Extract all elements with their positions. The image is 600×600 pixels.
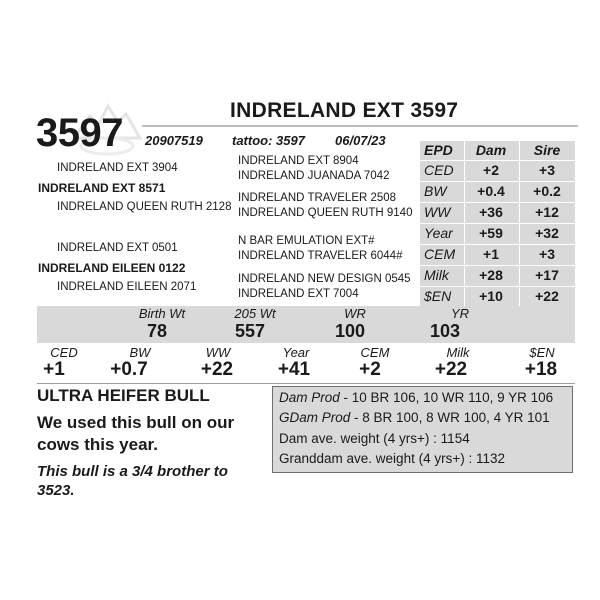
epd-dam-value: +0.4: [477, 183, 505, 199]
epd-row-en: [420, 287, 575, 307]
birth-date: 06/07/23: [335, 133, 386, 148]
epd-sire-value: +3: [539, 246, 555, 262]
epd-row-cem: [420, 245, 575, 265]
calf-epd-value-bw: +0.7: [110, 359, 148, 380]
perf-value-yr: 103: [429, 321, 461, 341]
calf-epd-value-year: +41: [277, 359, 311, 380]
epd-dam-value: +36: [479, 204, 503, 220]
calf-epd-rule: [37, 383, 575, 384]
epd-dam-value: +2: [483, 162, 499, 178]
epd-dam-value: +59: [479, 225, 503, 241]
dam-production-label: Dam Prod: [279, 390, 340, 405]
epd-row-label: CEM: [424, 246, 456, 262]
calf-epd-label-year: Year: [282, 345, 310, 360]
epd-table: [420, 141, 575, 306]
pedigree-dam-sire: INDRELAND EXT 0501: [57, 242, 178, 254]
epd-dam-value: +28: [479, 267, 503, 283]
epd-row-bw: [420, 182, 575, 202]
epd-row-label: WW: [424, 204, 451, 220]
calf-epd-value-en: +18: [524, 359, 558, 380]
dam-average-weight: Dam ave. weight (4 yrs+) : 1154: [279, 431, 470, 446]
calf-epd-label-cem: CEM: [360, 345, 390, 360]
pedigree-dd-sire: INDRELAND NEW DESIGN 0545: [238, 273, 411, 285]
pedigree-ds-sire: N BAR EMULATION EXT#: [238, 235, 375, 247]
dam-production-value: - 10 BR 106, 10 WR 110, 9 YR 106: [339, 390, 554, 405]
granddam-production-label: GDam Prod: [279, 410, 351, 425]
epd-row-year: [420, 224, 575, 244]
calf-epd-value-cem: +2: [359, 359, 381, 380]
perf-value-wr: 100: [334, 321, 366, 341]
epd-dam-value: +10: [479, 288, 503, 304]
epd-row-label: Milk: [424, 267, 449, 283]
epd-sire-value: +17: [535, 267, 559, 283]
perf-value-birth-wt: 78: [146, 321, 168, 341]
epd-row-label: Year: [424, 225, 453, 241]
calf-epd-value-ced: +1: [43, 359, 65, 380]
pedigree-dam: INDRELAND EILEEN 0122: [38, 261, 186, 275]
epd-sire-value: +3: [539, 162, 555, 178]
pedigree-dd-dam: INDRELAND EXT 7004: [238, 288, 359, 300]
animal-title: INDRELAND EXT 3597: [230, 99, 459, 122]
calf-epd-value-milk: +22: [434, 359, 468, 380]
epd-row-milk: [420, 266, 575, 286]
calf-epd-value-ww: +22: [200, 359, 234, 380]
title-rule: [142, 125, 578, 127]
epd-sire-value: +0.2: [533, 183, 561, 199]
calf-epd-label-en: $EN: [529, 345, 555, 360]
perf-label-wr: WR: [344, 306, 366, 321]
perf-label-205-wt: 205 Wt: [234, 306, 276, 321]
calf-epd-label-ww: WW: [205, 345, 231, 360]
epd-sire-value: +22: [535, 288, 559, 304]
headline: ULTRA HEIFER BULL: [37, 386, 210, 405]
epd-row-ced: [420, 161, 575, 181]
epd-row-ww: [420, 203, 575, 223]
calf-epd-label-milk: Milk: [446, 345, 470, 360]
pedigree-sire: INDRELAND EXT 8571: [38, 181, 166, 195]
lot-number: 3597: [36, 111, 123, 155]
performance-strip: [37, 306, 575, 343]
description: We used this bull on our cows this year.: [37, 413, 235, 454]
pedigree-ss-dam: INDRELAND JUANADA 7042: [238, 170, 390, 182]
sibling-note: This bull is a 3/4 brother to 3523.: [37, 463, 228, 499]
pedigree-ss-sire: INDRELAND EXT 8904: [238, 155, 359, 167]
epd-dam-value: +1: [483, 246, 499, 262]
perf-value-205-wt: 557: [234, 321, 266, 341]
epd-header-sire: Sire: [533, 142, 561, 158]
granddam-average-weight: Granddam ave. weight (4 yrs+) : 1132: [279, 451, 505, 466]
epd-header-row: [420, 141, 575, 161]
epd-row-label: CED: [424, 162, 454, 178]
pedigree-dam-dam: INDRELAND EILEEN 2071: [57, 281, 197, 293]
calf-epd-label-ced: CED: [50, 345, 78, 360]
perf-label-birth-wt: Birth Wt: [138, 306, 186, 321]
dam-production-line: [279, 390, 553, 405]
calf-epd-label-bw: BW: [129, 345, 151, 360]
epd-row-label: $EN: [424, 288, 452, 304]
pedigree-sd-dam: INDRELAND QUEEN RUTH 9140: [238, 207, 413, 219]
epd-row-label: BW: [424, 183, 447, 199]
granddam-production-line: [279, 410, 550, 425]
epd-header-label: EPD: [424, 142, 453, 158]
pedigree-sire-sire: INDRELAND EXT 3904: [57, 162, 178, 174]
tattoo: tattoo: 3597: [232, 133, 305, 148]
pedigree-sd-sire: INDRELAND TRAVELER 2508: [238, 192, 397, 204]
production-box: [272, 386, 573, 473]
epd-header-dam: Dam: [475, 142, 507, 158]
epd-sire-value: +12: [535, 204, 559, 220]
granddam-production-value: - 8 BR 100, 8 WR 100, 4 YR 101: [350, 410, 550, 425]
pedigree-ds-dam: INDRELAND TRAVELER 6044#: [238, 250, 403, 262]
pedigree-sire-dam: INDRELAND QUEEN RUTH 2128: [57, 201, 232, 213]
perf-label-yr: YR: [450, 306, 470, 321]
registration-number: 20907519: [145, 133, 203, 148]
epd-sire-value: +32: [535, 225, 559, 241]
